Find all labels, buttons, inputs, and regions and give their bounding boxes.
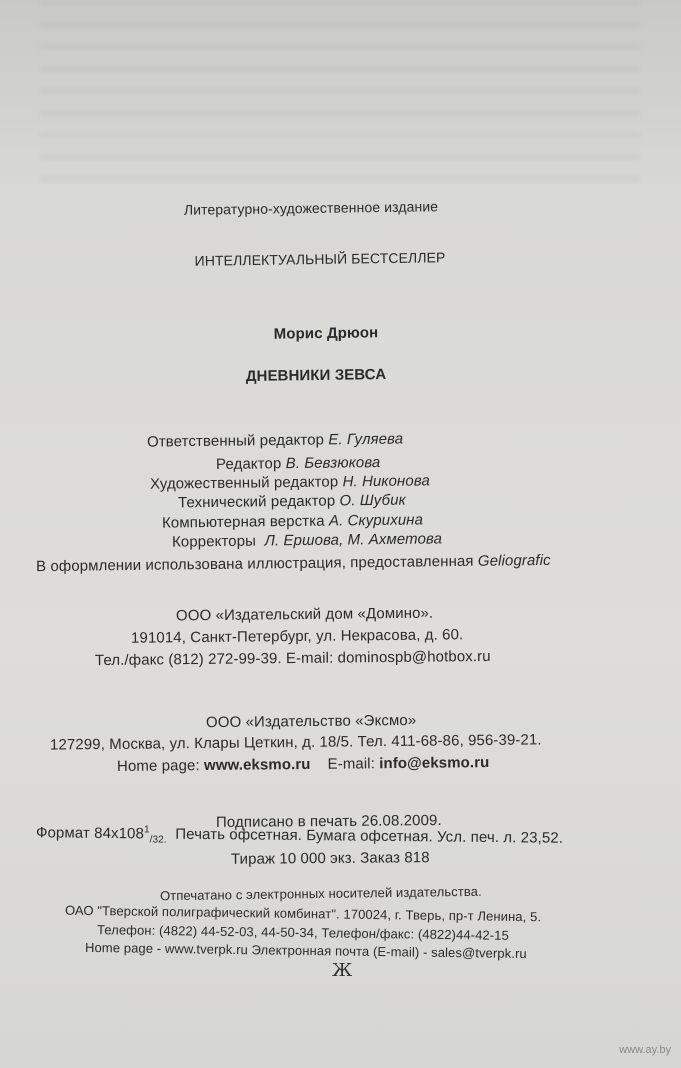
credit-line xyxy=(172,530,442,550)
credit-line xyxy=(147,430,403,450)
credit-name: А. Скурихина xyxy=(328,511,424,530)
credit-role: Корректоры xyxy=(171,532,257,551)
book-title: ДНЕВНИКИ ЗЕВСА xyxy=(245,366,387,385)
printer-logo-icon: Ж xyxy=(332,960,353,981)
signed-date: Подписано в печать 26.08.2009. xyxy=(215,812,442,831)
format-rest: Печать офсетная. Бумага офсетная. Усл. печ. л. 23,52. xyxy=(175,825,564,847)
credit-name: Л. Ершова, М. Ахметова xyxy=(264,530,443,550)
credit-role: Технический редактор xyxy=(177,492,336,512)
publisher2-web xyxy=(117,754,490,775)
credit-role: Редактор xyxy=(215,455,282,474)
credit-line xyxy=(162,511,423,531)
printer-line-3: Телефон: (4822) 44-52-03, 44-50-34, Телефон/факс: (4822)44-42-15 xyxy=(96,922,510,943)
watermark: www.ay.by xyxy=(619,1044,671,1056)
credit-line xyxy=(150,472,430,492)
illustration-source: Geliografic xyxy=(477,551,551,570)
credit-role: Ответственный редактор xyxy=(146,431,325,451)
format-sup: 1 xyxy=(143,824,150,836)
homepage-label: Home page: xyxy=(116,757,200,775)
bleed-through-text xyxy=(40,0,640,190)
credit-name: Е. Гуляева xyxy=(328,430,404,449)
format-line xyxy=(36,823,563,850)
edition-type: Литературно-художественное издание xyxy=(183,198,439,218)
publisher1-name: ООО «Издательский дом «Домино». xyxy=(175,604,434,625)
author-name: Морис Дрюон xyxy=(273,324,379,343)
credit-name: О. Шубик xyxy=(339,491,406,510)
series-name: ИНТЕЛЛЕКТУАЛЬНЫЙ БЕСТСЕЛЛЕР xyxy=(194,249,446,269)
print-run: Тираж 10 000 экз. Заказ 818 xyxy=(230,849,430,868)
illustration-credit xyxy=(36,552,551,575)
publisher1-contact: Тел./факс (812) 272-99-39. E-mail: dominospb@hotbox.ru xyxy=(94,647,491,670)
printer-line-2: ОАО "Тверской полиграфический комбинат". 170024, г. Тверь, пр-т Ленина, 5. xyxy=(64,902,542,925)
credit-name: В. Бевзюкова xyxy=(285,453,381,473)
publisher1-address: 191014, Санкт-Петербург, ул. Некрасова, д. 60. xyxy=(130,626,464,647)
homepage-link: www.eksmo.ru xyxy=(203,755,311,775)
email-label: E-mail: xyxy=(327,755,376,773)
printer-line-1: Отпечатано с электронных носителей издательства. xyxy=(159,883,482,904)
illustration-text: В оформлении использована иллюстрация, предоставленная xyxy=(35,552,474,576)
format-sub: /32. xyxy=(149,834,167,846)
printer-line-4: Home page - www.tverpk.ru Электронная почта (E-mail) - sales@tverpk.ru xyxy=(84,939,527,962)
credit-line xyxy=(216,454,381,473)
credit-role: Компьютерная верстка xyxy=(161,512,325,532)
credit-name: Н. Никонова xyxy=(342,472,430,491)
publisher2-address: 127299, Москва, ул. Клары Цеткин, д. 18/5. Тел. 411-68-86, 956-39-21. xyxy=(49,731,542,754)
format-prefix: Формат 84х108 xyxy=(35,824,145,843)
email-address: info@eksmo.ru xyxy=(379,754,490,773)
credit-role: Художественный редактор xyxy=(149,473,339,493)
publisher2-name: ООО «Издательство «Эксмо» xyxy=(205,711,417,732)
credit-line xyxy=(178,492,406,512)
